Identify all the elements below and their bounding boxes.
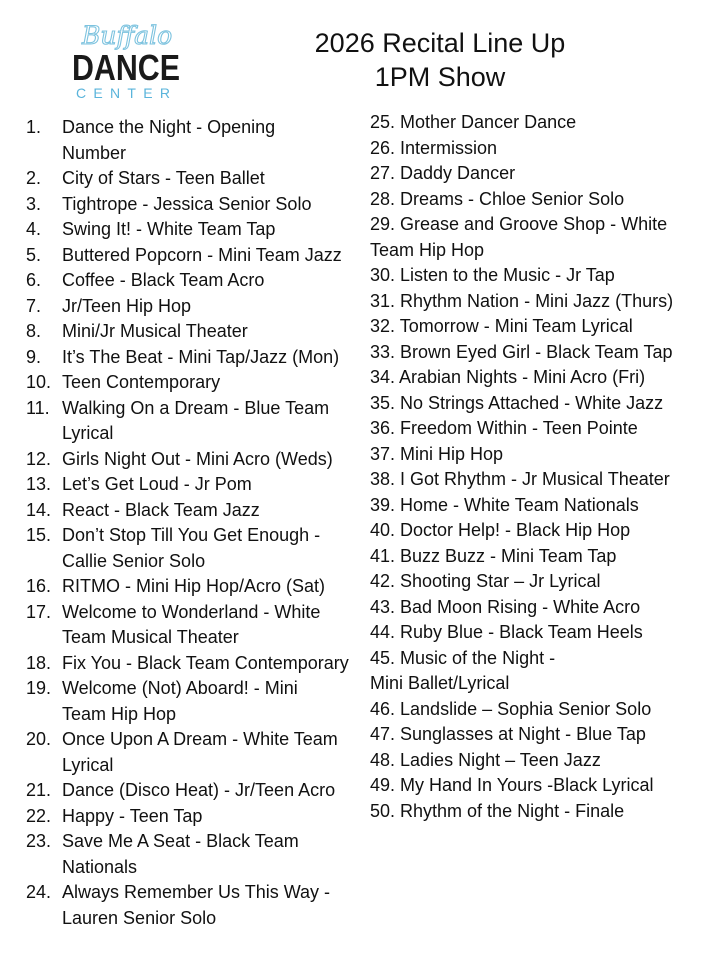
lineup-item-number: 2. <box>26 168 42 188</box>
lineup-item-text: React - Black Team Jazz <box>62 499 260 520</box>
lineup-item-number: 17. <box>26 601 52 622</box>
lineup-item-text: Mini/Jr Musical Theater <box>62 321 248 341</box>
logo-script-text: Buffalo <box>82 21 173 50</box>
lineup-item-text: Welcome to Wonderland - White Team Musical Theater <box>62 601 321 647</box>
lineup-item-number: 7. <box>26 295 42 316</box>
lineup-item <box>26 804 366 830</box>
lineup-item: 43. Bad Moon Rising - White Acro <box>370 596 641 617</box>
lineup-item-text: Tightrope - Jessica Senior Solo <box>62 193 312 214</box>
lineup-item-text: Dance (Disco Heat) - Jr/Teen Acro <box>62 780 336 800</box>
lineup-item-text: Girls Night Out - Mini Acro (Weds) <box>62 448 333 469</box>
lineup-item-text: Jr/Teen Hip Hop <box>62 295 192 316</box>
buffalo-dance-center-logo <box>70 18 184 102</box>
lineup-item <box>26 447 366 473</box>
lineup-item-number: 1. <box>26 117 42 137</box>
lineup-item: 35. No Strings Attached - White Jazz <box>370 392 664 413</box>
lineup-item <box>26 268 366 294</box>
lineup-item-text: Dance the Night - Opening Number <box>62 117 276 163</box>
lineup-item-number: 23. <box>26 831 52 851</box>
lineup-item <box>26 574 366 600</box>
lineup-item: 30. Listen to the Music - Jr Tap <box>370 265 615 285</box>
lineup-item-text: Once Upon A Dream - White Team Lyrical <box>62 729 338 775</box>
page-title <box>250 26 630 94</box>
lineup-item-number: 22. <box>26 805 52 826</box>
lineup-item <box>26 472 366 498</box>
lineup-item <box>26 115 366 166</box>
lineup-item <box>26 166 366 192</box>
lineup-item-text: Teen Contemporary <box>62 372 221 392</box>
lineup-item <box>26 829 366 880</box>
lineup-list-right <box>370 110 710 824</box>
lineup-item: 37. Mini Hip Hop <box>370 443 504 464</box>
lineup-item: 33. Brown Eyed Girl - Black Team Tap <box>370 341 673 362</box>
lineup-item <box>26 600 366 651</box>
lineup-item-number: 15. <box>26 525 52 545</box>
lineup-item-number: 12. <box>26 448 52 469</box>
lineup-item-number: 3. <box>26 193 42 214</box>
lineup-item: 28. Dreams - Chloe Senior Solo <box>370 188 625 209</box>
lineup-item <box>26 319 366 345</box>
lineup-item-number: 13. <box>26 474 52 494</box>
lineup-item: 50. Rhythm of the Night - Finale <box>370 800 625 821</box>
logo-graphic <box>70 18 184 102</box>
lineup-item-text: It’s The Beat - Mini Tap/Jazz (Mon) <box>62 346 340 367</box>
lineup-item-number: 18. <box>26 652 52 673</box>
lineup-item: 49. My Hand In Yours -Black Lyrical <box>370 775 654 795</box>
lineup-item <box>26 676 366 727</box>
lineup-item <box>26 345 366 371</box>
lineup-item <box>26 523 366 574</box>
lineup-item <box>26 727 366 778</box>
lineup-item: 36. Freedom Within - Teen Pointe <box>370 418 638 438</box>
lineup-item: 41. Buzz Buzz - Mini Team Tap <box>370 545 617 566</box>
lineup-item-text: Happy - Teen Tap <box>62 805 203 826</box>
logo-main-text: DANCE <box>72 47 180 88</box>
logo-sub-text: CENTER <box>76 85 176 101</box>
lineup-list-left <box>26 115 366 931</box>
lineup-item-number: 5. <box>26 244 42 265</box>
lineup-item-number: 24. <box>26 882 52 902</box>
lineup-item: 27. Daddy Dancer <box>370 163 516 183</box>
lineup-item-text: Swing It! - White Team Tap <box>62 219 276 239</box>
title-line-2: 1PM Show <box>374 62 506 92</box>
lineup-item <box>26 396 366 447</box>
lineup-item <box>26 217 366 243</box>
lineup-item: 34. Arabian Nights - Mini Acro (Fri) <box>370 367 646 387</box>
lineup-item-text: Don’t Stop Till You Get Enough - Callie Senior Solo <box>62 525 321 571</box>
lineup-item-text: Welcome (Not) Aboard! - Mini Team Hip Hop <box>62 678 298 724</box>
lineup-item: 38. I Got Rhythm - Jr Musical Theater <box>370 469 670 489</box>
lineup-item-text: Fix You - Black Team Contemporary <box>62 652 349 673</box>
lineup-item: 48. Ladies Night – Teen Jazz <box>370 749 601 770</box>
lineup-item-number: 14. <box>26 499 52 520</box>
lineup-item <box>26 651 366 677</box>
title-line-1: 2026 Recital Line Up <box>314 28 566 58</box>
lineup-item: 42. Shooting Star – Jr Lyrical <box>370 571 601 591</box>
lineup-item: 26. Intermission <box>370 137 498 158</box>
lineup-item-number: 8. <box>26 321 42 341</box>
lineup-item-text: Buttered Popcorn - Mini Team Jazz <box>62 244 342 265</box>
lineup-item: 46. Landslide – Sophia Senior Solo <box>370 698 652 719</box>
lineup-item-number: 11. <box>26 397 50 418</box>
lineup-item-text: Save Me A Seat - Black Team Nationals <box>62 831 299 877</box>
lineup-item <box>26 192 366 218</box>
lineup-item-number: 16. <box>26 576 52 596</box>
lineup-item: 31. Rhythm Nation - Mini Jazz (Thurs) <box>370 290 674 311</box>
lineup-item-number: 20. <box>26 729 52 749</box>
lineup-item: 25. Mother Dancer Dance <box>370 112 577 132</box>
lineup-item-text: Always Remember Us This Way - Lauren Senior Solo <box>62 882 331 928</box>
lineup-item-text: Walking On a Dream - Blue Team Lyrical <box>62 397 330 443</box>
lineup-item-text: Let’s Get Loud - Jr Pom <box>62 474 252 494</box>
lineup-item-number: 4. <box>26 219 42 239</box>
lineup-item: 29. Grease and Groove Shop - White Team Hip Hop <box>370 214 668 260</box>
lineup-item-text: Coffee - Black Team Acro <box>62 270 265 290</box>
lineup-item-number: 21. <box>26 780 52 800</box>
lineup-item: 44. Ruby Blue - Black Team Heels <box>370 622 643 642</box>
lineup-item <box>26 498 366 524</box>
lineup-item <box>26 243 366 269</box>
lineup-item: 32. Tomorrow - Mini Team Lyrical <box>370 316 633 336</box>
lineup-item-text: City of Stars - Teen Ballet <box>62 168 265 188</box>
lineup-item-text: RITMO - Mini Hip Hop/Acro (Sat) <box>62 576 326 596</box>
lineup-item: 45. Music of the Night - Mini Ballet/Lyrical <box>370 647 556 693</box>
lineup-item <box>26 778 366 804</box>
lineup-item: 40. Doctor Help! - Black Hip Hop <box>370 520 631 540</box>
lineup-item-number: 6. <box>26 270 42 290</box>
lineup-item <box>26 294 366 320</box>
lineup-item-number: 10. <box>26 372 52 392</box>
lineup-item <box>26 880 366 931</box>
lineup-item-number: 9. <box>26 346 42 367</box>
lineup-item-number: 19. <box>26 678 52 698</box>
lineup-item <box>26 370 366 396</box>
lineup-item: 47. Sunglasses at Night - Blue Tap <box>370 724 646 744</box>
lineup-item: 39. Home - White Team Nationals <box>370 494 639 515</box>
